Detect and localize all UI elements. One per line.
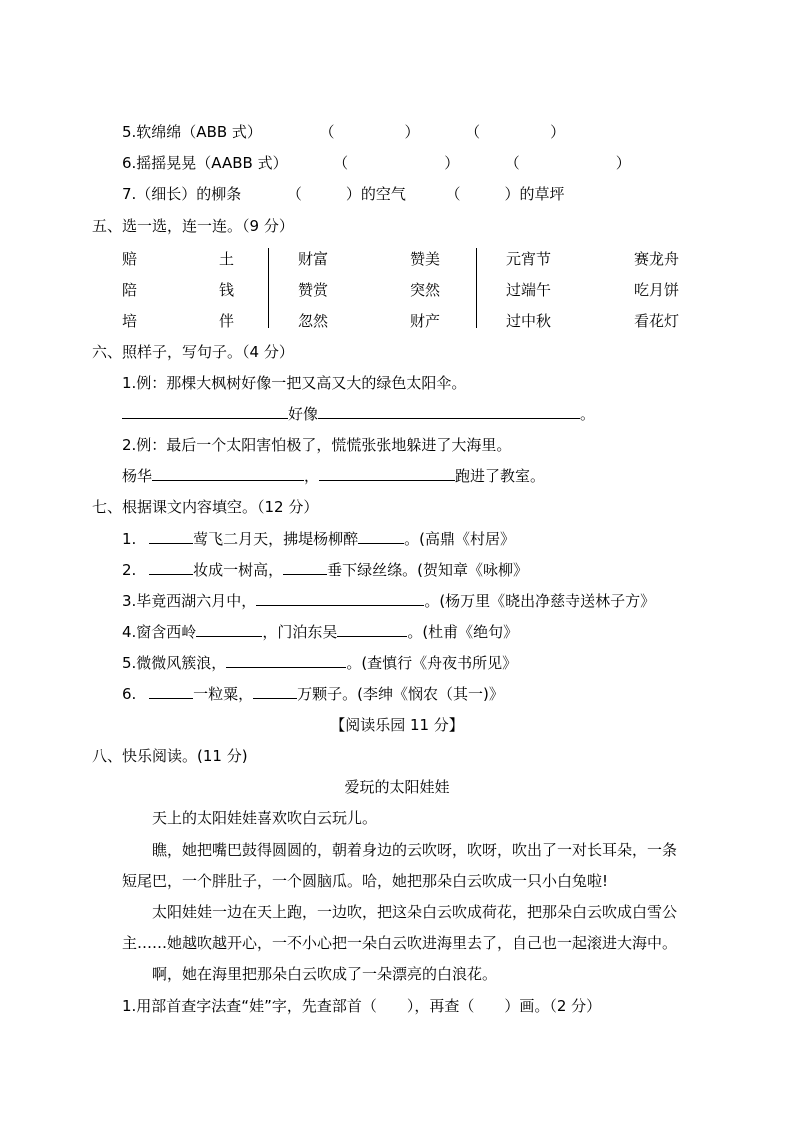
s6-answer-2-comma: ， [304, 467, 320, 485]
s7-q3-row [122, 591, 655, 611]
q7-paren1-close: ）的空气 [345, 185, 406, 203]
s5-right-1a[interactable]: 元宵节 [506, 250, 552, 268]
reading-q1-text-1: 1.用部首查字法查“娃”字，先查部首（ [122, 997, 377, 1015]
s6-example-2: 2.例：最后一个太阳害怕极了，慌慌张张地躲进了大海里。 [122, 436, 512, 454]
s6-answer-1-blank-a[interactable] [122, 404, 288, 419]
column-divider-2 [476, 248, 477, 328]
s7-q3-blank[interactable] [256, 591, 424, 606]
passage-paragraph-4: 啊，她在海里把那朵白云吹成了一朵漂亮的白浪花。 [152, 965, 498, 983]
s7-q3-text-2: 。(杨万里《晓出净慈寺送林子方》 [424, 592, 656, 610]
section6-heading: 六、照样子，写句子。（4 分） [92, 343, 294, 361]
s5-right-3b[interactable]: 看花灯 [634, 312, 680, 330]
q6-label: 6.摇摇晃晃（AABB 式） [122, 154, 288, 172]
section7-heading: 七、根据课文内容填空。（12 分） [92, 498, 319, 516]
s7-q2-blank-1[interactable] [149, 560, 193, 575]
passage-paragraph-2a: 瞧，她把嘴巴鼓得圆圆的，朝着身边的云吹呀，吹呀，吹出了一对长耳朵，一条 [152, 841, 678, 859]
s5-right-1b[interactable]: 赛龙舟 [634, 250, 680, 268]
s7-q4-row [122, 622, 518, 642]
s5-left-2a[interactable]: 陪 [122, 281, 138, 299]
s5-right-3a[interactable]: 过中秋 [506, 312, 552, 330]
q6-paren1-close: ） [444, 154, 460, 172]
q6-paren2-close: ） [615, 154, 631, 172]
s7-q3-text-1: 3.毕竟西湖六月中， [122, 592, 257, 610]
s7-q1-blank-2[interactable] [358, 529, 404, 544]
s5-mid-2b[interactable]: 突然 [410, 281, 441, 299]
q7-paren1-open: （ [286, 185, 302, 203]
s7-q6-row [122, 684, 504, 704]
passage-paragraph-1: 天上的太阳娃娃喜欢吹白云玩儿。 [152, 809, 378, 827]
s6-answer-1-blank-b[interactable] [318, 404, 580, 419]
s5-mid-2a[interactable]: 赞赏 [298, 281, 329, 299]
s6-answer-1-mid: 好像 [288, 405, 319, 423]
s7-q2-text-1: 妆成一树高， [193, 561, 284, 579]
s6-example-1: 1.例：那棵大枫树好像一把又高又大的绿色太阳伞。 [122, 374, 467, 392]
s6-answer-1-end: 。 [580, 405, 596, 423]
q5-paren1-open: （ [319, 123, 335, 141]
q7-paren2-open: （ [445, 185, 461, 203]
s7-q6-blank-2[interactable] [253, 684, 297, 699]
s6-answer-2-row [122, 466, 545, 486]
q7-label: 7.（细长）的柳条 [122, 185, 242, 203]
s5-left-3a[interactable]: 培 [122, 312, 138, 330]
section8-heading: 八、快乐阅读。(11 分) [92, 747, 248, 765]
s7-q1-blank-1[interactable] [149, 529, 193, 544]
s7-q1-row [122, 529, 515, 549]
reading-q1-row [122, 996, 601, 1016]
reading-q1-text-3: ）画。（2 分） [504, 997, 602, 1015]
s7-q4-text-3: 。(杜甫《绝句》 [407, 623, 519, 641]
q5-paren1-close: ） [404, 123, 420, 141]
s7-q6-num: 6. [122, 685, 137, 703]
s5-left-3b[interactable]: 伴 [219, 312, 235, 330]
reading-q1-text-2: ），再查（ [406, 997, 475, 1015]
q5-row [122, 122, 565, 142]
s5-left-2b[interactable]: 钱 [219, 281, 235, 299]
s7-q2-blank-2[interactable] [283, 560, 327, 575]
column-divider-1 [268, 248, 269, 328]
s6-answer-2-end: 跑进了教室。 [455, 467, 546, 485]
s7-q5-text-2: 。(查慎行《舟夜书所见》 [346, 654, 518, 672]
passage-title: 爱玩的太阳娃娃 [344, 778, 450, 796]
section5-heading: 五、选一选，连一连。（9 分） [92, 217, 294, 235]
s6-answer-2-blank-a[interactable] [152, 466, 304, 481]
s5-mid-1a[interactable]: 财富 [298, 250, 329, 268]
passage-paragraph-3a: 太阳娃娃一边在天上跑，一边吹，把这朵白云吹成荷花，把那朵白云吹成白雪公 [152, 903, 678, 921]
s7-q5-text-1: 5.微微风簇浪， [122, 654, 227, 672]
s7-q4-blank-1[interactable] [196, 622, 262, 637]
s5-left-1b[interactable]: 土 [219, 250, 235, 268]
s7-q2-text-2: 垂下绿丝绦。(贺知章《咏柳》 [327, 561, 528, 579]
s7-q4-text-1: 4.窗含西岭 [122, 623, 197, 641]
s7-q2-row [122, 560, 528, 580]
s5-right-2b[interactable]: 吃月饼 [634, 281, 680, 299]
s7-q4-text-2: ，门泊东吴 [262, 623, 338, 641]
passage-paragraph-3b: 主……她越吹越开心，一不小心把一朵白云吹进海里去了，自己也一起滚进大海中。 [122, 934, 678, 952]
q6-row [122, 153, 631, 173]
s7-q2-num: 2. [122, 561, 137, 579]
s7-q5-blank[interactable] [226, 653, 346, 668]
q6-paren2-open: （ [504, 154, 520, 172]
s7-q5-row [122, 653, 517, 673]
s5-left-1a[interactable]: 赔 [122, 250, 138, 268]
q6-paren1-open: （ [333, 154, 349, 172]
s5-mid-3b[interactable]: 财产 [410, 312, 441, 330]
s5-mid-1b[interactable]: 赞美 [410, 250, 441, 268]
s5-right-2a[interactable]: 过端午 [506, 281, 552, 299]
q7-row [122, 184, 565, 204]
s6-answer-2-start: 杨华 [122, 467, 153, 485]
reading-banner: 【阅读乐园 11 分】 [330, 716, 464, 734]
s7-q6-blank-1[interactable] [149, 684, 193, 699]
s7-q1-text-1: 莺飞二月天，拂堤杨柳醉 [193, 530, 359, 548]
passage-paragraph-2b: 短尾巴，一个胖肚子，一个圆脑瓜。哈，她把那朵白云吹成一只小白兔啦! [122, 872, 609, 890]
s7-q1-text-2: 。(高鼎《村居》 [404, 530, 515, 548]
s5-mid-3a[interactable]: 忽然 [298, 312, 329, 330]
s7-q6-text-1: 一粒粟， [193, 685, 254, 703]
s7-q1-num: 1. [122, 530, 137, 548]
s7-q4-blank-2[interactable] [337, 622, 407, 637]
s6-answer-1-row [122, 404, 595, 424]
q5-label: 5.软绵绵（ABB 式） [122, 123, 262, 141]
q5-paren2-close: ） [550, 123, 566, 141]
s6-answer-2-blank-b[interactable] [319, 466, 455, 481]
s7-q6-text-2: 万颗子。(李绅《悯农（其一)》 [297, 685, 504, 703]
q5-paren2-open: （ [465, 123, 481, 141]
q7-paren2-close: ）的草坪 [504, 185, 565, 203]
